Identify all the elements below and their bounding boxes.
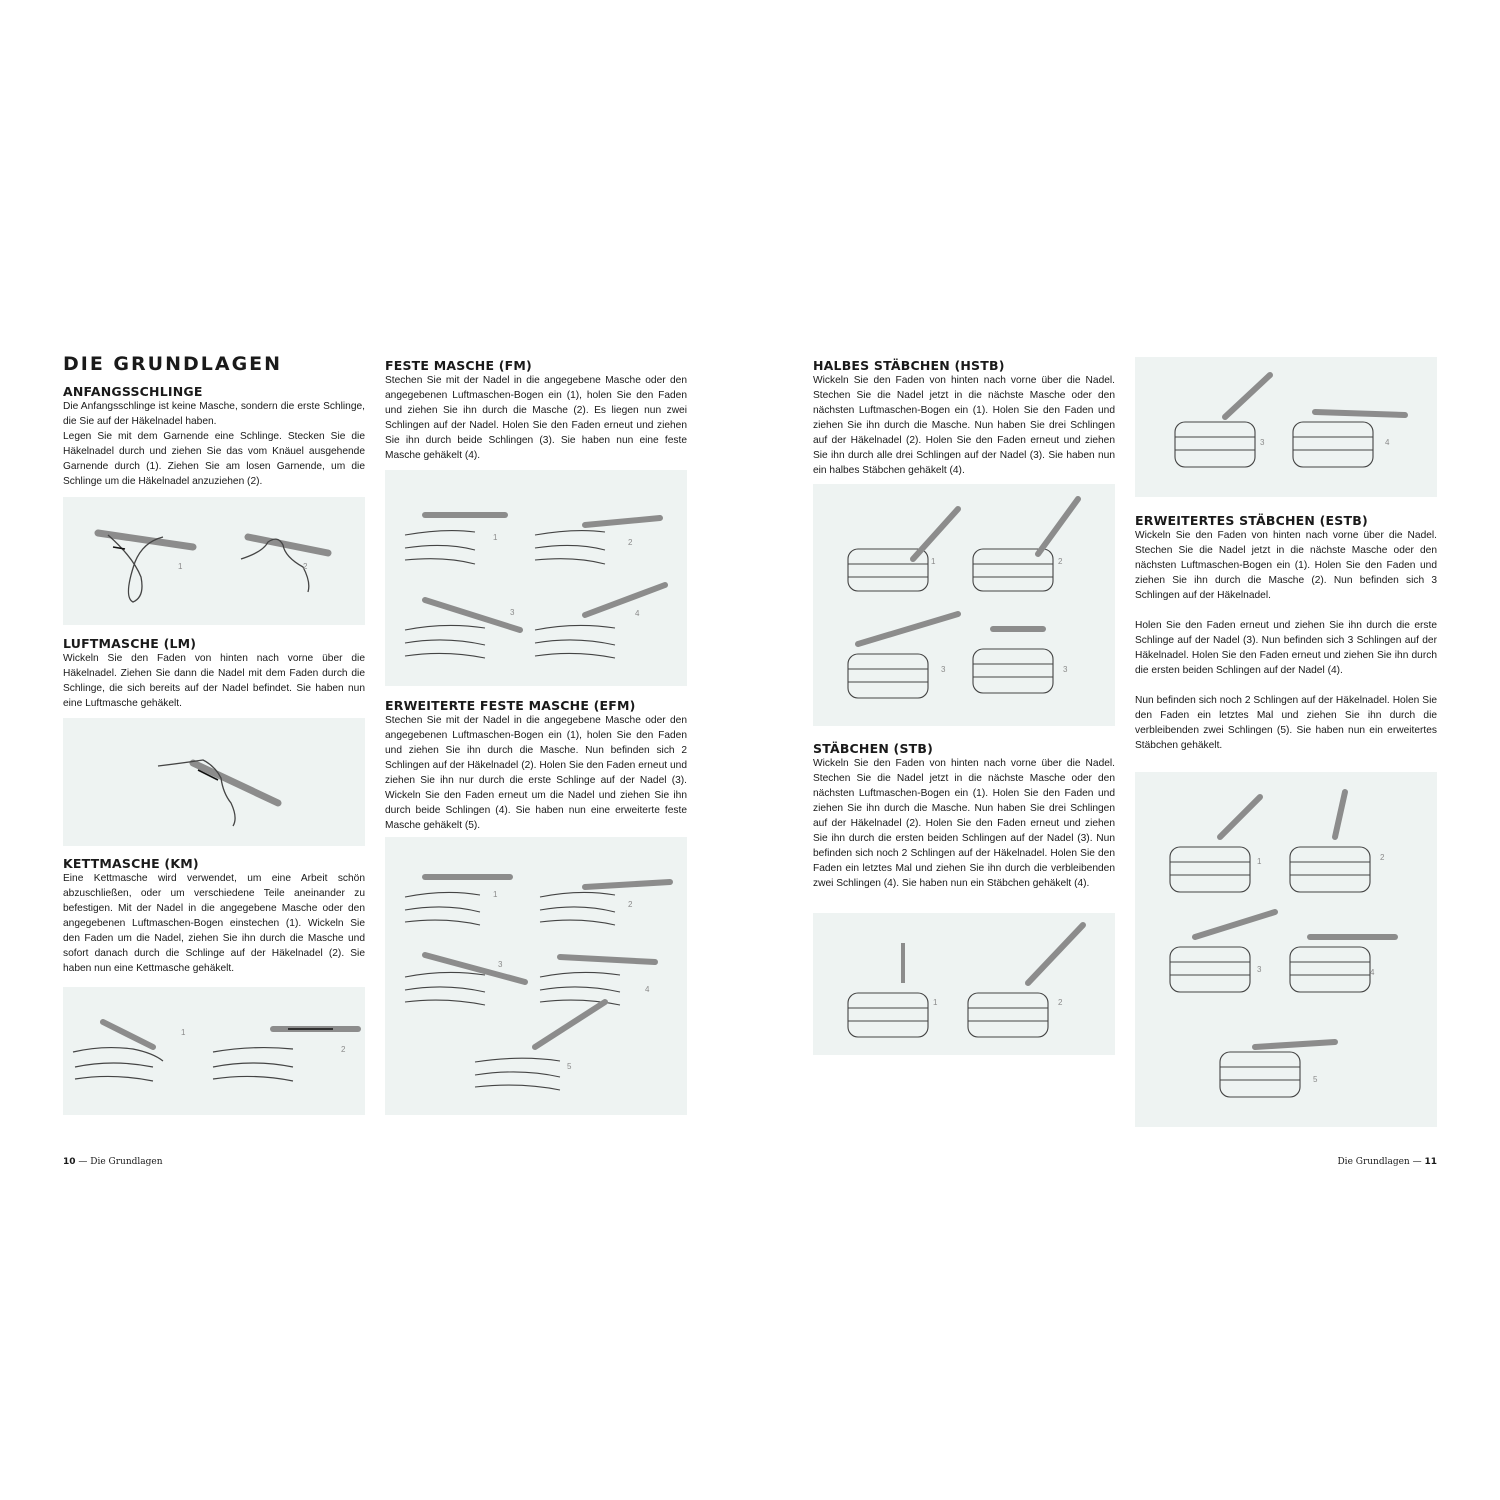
hook-icon xyxy=(241,537,328,592)
step-label: 2 xyxy=(1380,853,1385,862)
hook-icon xyxy=(560,957,655,962)
step-label: 1 xyxy=(931,557,936,566)
hook-icon xyxy=(858,614,958,644)
step-label: 3 xyxy=(1063,665,1068,674)
hook-icon xyxy=(1195,912,1275,937)
page-number: 11 xyxy=(1424,1157,1437,1167)
hook-icon xyxy=(1220,797,1260,837)
step-label: 1 xyxy=(933,998,938,1007)
illustration-anfangsschlinge xyxy=(63,497,365,625)
step-label: 3 xyxy=(510,608,515,617)
step-label: 2 xyxy=(303,562,308,571)
heading-feste-masche: FESTE MASCHE (FM) xyxy=(385,358,532,373)
heading-erweitertes-staebchen: ERWEITERTES STÄBCHEN (ESTB) xyxy=(1135,513,1368,528)
folio-left xyxy=(63,1157,163,1167)
step-label: 2 xyxy=(341,1045,346,1054)
illustration-staebchen xyxy=(813,913,1115,1055)
left-column-1-luftmasche xyxy=(63,636,365,711)
text-erweitertes-staebchen-2: Holen Sie den Faden erneut und ziehen Sie ihn durch die erste Schlinge auf der Nadel (3). Nun befinden sich 3 Schlingen auf der Häkelnadel. Holen Sie den Faden erneut und ziehen Sie ihn durch die ersten beiden Schlingen auf der Nadel (4). xyxy=(1135,620,1437,676)
text-erweiterte-feste-masche: Stechen Sie mit der Nadel in die angegebene Masche oder den angegebenen Luftmaschen-Bogen ein (1), holen Sie den Faden und ziehen Sie ihn durch die Masche. Nun befinden sich 2 Schlingen auf der Häkelnadel (2). Holen Sie den Faden erneut und ziehen Sie ihn nur durch die erste Schlinge auf der Nadel (3). Wickeln Sie den Faden erneut um die Nadel und ziehen Sie ihn durch beide Schlingen (4). Sie haben nun eine erweiterte feste Masche gehäkelt (5). xyxy=(385,715,687,831)
step-label: 3 xyxy=(498,960,503,969)
step-label: 3 xyxy=(941,665,946,674)
right-column-1 xyxy=(813,358,1115,478)
right-column-2 xyxy=(1135,513,1437,753)
hook-icon xyxy=(585,882,670,887)
step-label: 1 xyxy=(1257,857,1262,866)
illustration-erweiterte-feste-masche xyxy=(385,837,687,1115)
step-label: 4 xyxy=(635,609,640,618)
hook-icon xyxy=(1315,412,1405,415)
running-head: — Die Grundlagen xyxy=(78,1157,163,1167)
text-kettmasche: Eine Kettmasche wird verwendet, um eine Arbeit schön abzuschließen, oder um verschiedene Teile aneinander zu befestigen. Mit der Nadel in die angegebene Masche oder den angegebenen Luftmaschen-Bogen einstechen (1). Wickeln Sie den Faden um die Nadel, ziehen Sie ihn durch die Masche und sofort danach durch die Schlinge auf der Häkelnadel (2). Sie haben nun eine Kettmasche gehäkelt. xyxy=(63,873,365,974)
illustration-feste-masche xyxy=(385,470,687,686)
step-label: 4 xyxy=(1370,968,1375,977)
heading-luftmasche: LUFTMASCHE (LM) xyxy=(63,636,197,651)
page-title: DIE GRUNDLAGEN xyxy=(63,353,283,375)
heading-kettmasche: KETTMASCHE (KM) xyxy=(63,856,199,871)
hook-icon xyxy=(1335,792,1345,837)
running-head: Die Grundlagen — xyxy=(1337,1157,1422,1167)
step-label: 5 xyxy=(567,1062,572,1071)
text-staebchen: Wickeln Sie den Faden von hinten nach vorne über die Nadel. Stechen Sie die Nadel jetzt in die nächste Masche oder den nächsten Luftmaschen-Bogen ein (1). Holen Sie den Faden und ziehen Sie ihn durch die Masche. Nun haben Sie drei Schlingen auf der Häkelnadel (2). Holen Sie den Faden erneut und ziehen Sie ihn durch die ersten beiden Schlingen auf der Nadel (3). Nun befinden sich noch 2 Schlingen auf der Häkelnadel. Holen Sie den Faden ein letztes Mal und ziehen Sie ihn durch die verbleibenden zwei Schlingen (4). Sie haben nun ein Stäbchen gehäkelt (4). xyxy=(813,758,1115,889)
text-anfangsschlinge-1: Die Anfangsschlinge ist keine Masche, sondern die erste Schlinge, die Sie auf der Häkelnadel haben. xyxy=(63,401,365,427)
step-label: 5 xyxy=(1313,1075,1318,1084)
left-column-1 xyxy=(63,353,365,489)
step-label: 2 xyxy=(628,900,633,909)
hook-icon xyxy=(73,1022,186,1081)
illustration-luftmasche xyxy=(63,718,365,846)
hook-icon xyxy=(1028,925,1083,983)
step-label: 2 xyxy=(1058,998,1063,1007)
text-erweitertes-staebchen-3: Nun befinden sich noch 2 Schlingen auf der Häkelnadel. Holen Sie den Faden ein letztes Mal und ziehen Sie ihn durch die verbleibenden zwei Schlingen (5). Sie haben nun ein erweitertes Stäbchen gehäkelt. xyxy=(1135,695,1437,751)
hook-icon xyxy=(213,1029,358,1081)
left-column-2 xyxy=(385,358,687,463)
heading-staebchen: STÄBCHEN (STB) xyxy=(813,741,934,756)
illustration-halbes-staebchen xyxy=(813,484,1115,726)
step-label: 2 xyxy=(1058,557,1063,566)
text-halbes-staebchen: Wickeln Sie den Faden von hinten nach vorne über die Nadel. Stechen Sie die Nadel jetzt in die nächste Masche oder den nächsten Luftmaschen-Bogen ein (1). Holen Sie den Faden und ziehen Sie ihn durch die Masche. Nun haben Sie drei Schlingen auf der Häkelnadel (2). Holen Sie den Faden erneut und ziehen Sie ihn durch alle drei Schlingen auf der Nadel (3). Sie haben nun ein halbes Stäbchen gehäkelt (4). xyxy=(813,375,1115,476)
folio-right xyxy=(1337,1157,1437,1167)
text-luftmasche: Wickeln Sie den Faden von hinten nach vorne über die Häkelnadel. Ziehen Sie dann die Nadel mit dem Faden durch die Schlinge, die sich bereits auf der Nadel befindet. Sie haben nun eine Luftmasche gehäkelt. xyxy=(63,653,365,709)
page-number: 10 xyxy=(63,1157,76,1167)
step-label: 4 xyxy=(1385,438,1390,447)
heading-halbes-staebchen: HALBES STÄBCHEN (HSTB) xyxy=(813,358,1005,373)
hook-icon xyxy=(425,955,525,982)
step-label: 4 xyxy=(645,985,650,994)
hook-icon xyxy=(913,509,958,559)
illustration-kettmasche xyxy=(63,987,365,1115)
heading-erweiterte-feste-masche: ERWEITERTE FESTE MASCHE (EFM) xyxy=(385,698,636,713)
illustration-erweitertes-staebchen xyxy=(1135,772,1437,1127)
hook-icon xyxy=(585,585,665,615)
step-label: 1 xyxy=(181,1028,186,1037)
step-label: 1 xyxy=(493,533,498,542)
hook-icon xyxy=(535,1002,605,1047)
step-label: 3 xyxy=(1260,438,1265,447)
text-feste-masche: Stechen Sie mit der Nadel in die angegebene Masche oder den angegebenen Luftmaschen-Bogen ein (1), holen Sie den Faden und ziehen Sie ihn durch die Masche (2). Es liegen nun zwei Schlingen auf der Nadel. Holen Sie den Faden erneut und ziehen Sie ihn durch beide Schlingen (3). Sie haben nun eine feste Masche gehäkelt (4). xyxy=(385,375,687,461)
step-label: 1 xyxy=(493,890,498,899)
left-column-2-efm xyxy=(385,698,687,833)
left-column-1-kettmasche xyxy=(63,856,365,976)
step-label: 2 xyxy=(628,538,633,547)
hook-icon xyxy=(1038,499,1078,554)
right-column-1-staebchen xyxy=(813,741,1115,891)
illustration-staebchen-steps-3-4 xyxy=(1135,357,1437,497)
text-anfangsschlinge-2: Legen Sie mit dem Garnende eine Schlinge. Stecken Sie die Häkelnadel durch und ziehen Sie das vom Knäuel ausgehende Garnende durch (1). Ziehen Sie am losen Garnende, um die Schlinge um die Häkelnadel anzuziehen (2). xyxy=(63,431,365,487)
step-label: 1 xyxy=(178,562,183,571)
heading-anfangsschlinge: ANFANGSSCHLINGE xyxy=(63,384,203,399)
hook-icon xyxy=(585,518,660,525)
hook-icon xyxy=(98,533,193,602)
hook-icon xyxy=(1225,375,1270,417)
hook-icon xyxy=(1255,1042,1335,1047)
step-label: 3 xyxy=(1257,965,1262,974)
text-erweitertes-staebchen-1: Wickeln Sie den Faden von hinten nach vorne über die Nadel. Stechen Sie die Nadel jetzt in die nächste Masche oder den nächsten Luftmaschen-Bogen ein (1). Holen Sie den Faden und ziehen Sie ihn durch die Masche (2). Nun befinden sich 3 Schlingen auf der Häkelnadel. xyxy=(1135,530,1437,601)
hook-icon xyxy=(158,760,278,826)
